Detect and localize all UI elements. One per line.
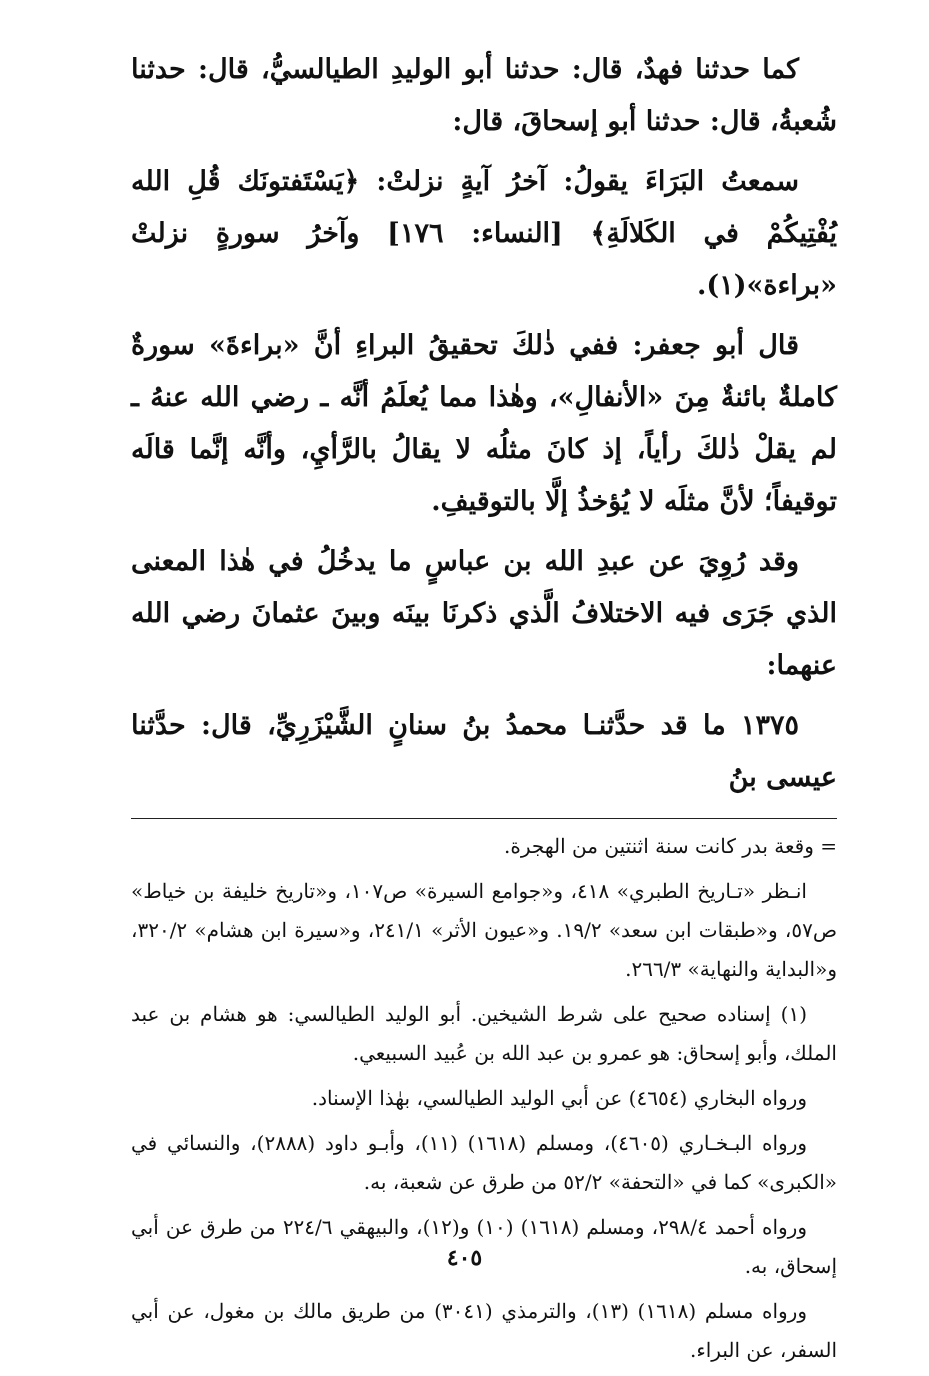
footnote-muslim-tirmidhi: ورواه مسلم (١٦١٨) (١٣)، والترمذي (٣٠٤١) من طريق مالك بن مغول، عن أبي السفر، عن البراء. — [131, 1299, 837, 1362]
paragraph-bara-quote: سمعتُ البَرَاءَ يقولُ: آخرُ آيةٍ نزلتْ: ﴿يَسْتَفتونَك قُلِ الله يُفْتِيكُمْ في الكَلالَةِ﴾ [النساء: ١٧٦] وآخرُ سورةٍ نزلتْ «براءة»(١). — [131, 166, 837, 301]
footnote-separator — [131, 818, 837, 819]
paragraph-hadith — [131, 700, 837, 804]
paragraph-abu-jafar: قال أبو جعفر: ففي ذٰلكَ تحقيقُ البراءِ أنَّ «براءةَ» سورةٌ كاملةٌ بائنةٌ مِنَ «الأنفالِ»، وهٰذا مما يُعلَمُ أنَّه ـ رضي الله عنهُ ـ لم يقلْ ذٰلكَ رأياً، إذ كانَ مثلُه لا يقالُ بالرَّأيِ، وأنَّه إنَّما قالَه توقيفاً؛ لأنَّ مثلَه لا يُؤخذُ إلَّا بالتوقيفِ. — [131, 330, 837, 517]
footnote-bukhari-muslim: ورواه البـخـاري (٤٦٠٥)، ومسلم (١٦١٨) (١١)، وأبـو داود (٢٨٨٨)، والنسائي في «الكبرى» كما في «التحفة» ٥٢/٢ من طرق عن شعبة، به. — [131, 1131, 837, 1194]
footnote-1: (١) إسناده صحيح على شرط الشيخين. أبو الوليد الطيالسي: هو هشام بن عبد الملك، وأبو إسحاق: هو عمرو بن عبد الله بن عُبيد السبيعي. — [131, 1002, 837, 1065]
footnote-continuation: = وقعة بدر كانت سنة اثنتين من الهجرة. — [504, 834, 837, 858]
hadith-text: ما قد حدَّثنـا محمدُ بنُ سنانٍ الشَّيْزَرِيِّ، قال: حدَّثنا عيسى بنُ — [131, 710, 837, 793]
hadith-number: ١٣٧٥ — [740, 710, 799, 741]
page-number: ٤٠٥ — [446, 1245, 483, 1271]
page-body — [131, 44, 837, 1376]
main-text — [131, 44, 837, 804]
footnote-references: انـظر «تـاريخ الطبري» ٤١٨، و«جوامع السيرة» ص١٠٧، و«تاريخ خليفة بن خياط» ص٥٧، و«طبقات ابن سعد» ١٩/٢. و«عيون الأثر» ٢٤١/١، و«سيرة ابن هشام» ٣٢٠/٢، و«البداية والنهاية» ٢٦٦/٣. — [131, 879, 837, 981]
paragraph-ibn-abbas: وقد رُوِيَ عن عبدِ الله بن عباسٍ ما يدخُلُ في هٰذا المعنى الذي جَرَى فيه الاختلافُ الَّذي ذكرنَا بينَه وبينَ عثمانَ رضي الله عنهما: — [131, 546, 837, 681]
paragraph-isnad: كما حدثنا فهدٌ، قال: حدثنا أبو الوليدِ الطيالسيُّ، قال: حدثنا شُعبةُ، قال: حدثنا أبو إسحاقَ، قال: — [131, 54, 837, 137]
footnotes — [131, 827, 837, 1370]
footnote-bukhari: ورواه البخاري (٤٦٥٤) عن أبي الوليد الطيالسي، بهٰذا الإسناد. — [311, 1086, 807, 1110]
footnote-ahmad: ورواه أحمد ٢٩٨/٤، ومسلم (١٦١٨) (١٠) و(١٢)، والبيهقي ٢٢٤/٦ من طرق عن أبي إسحاق، به. — [131, 1215, 837, 1278]
